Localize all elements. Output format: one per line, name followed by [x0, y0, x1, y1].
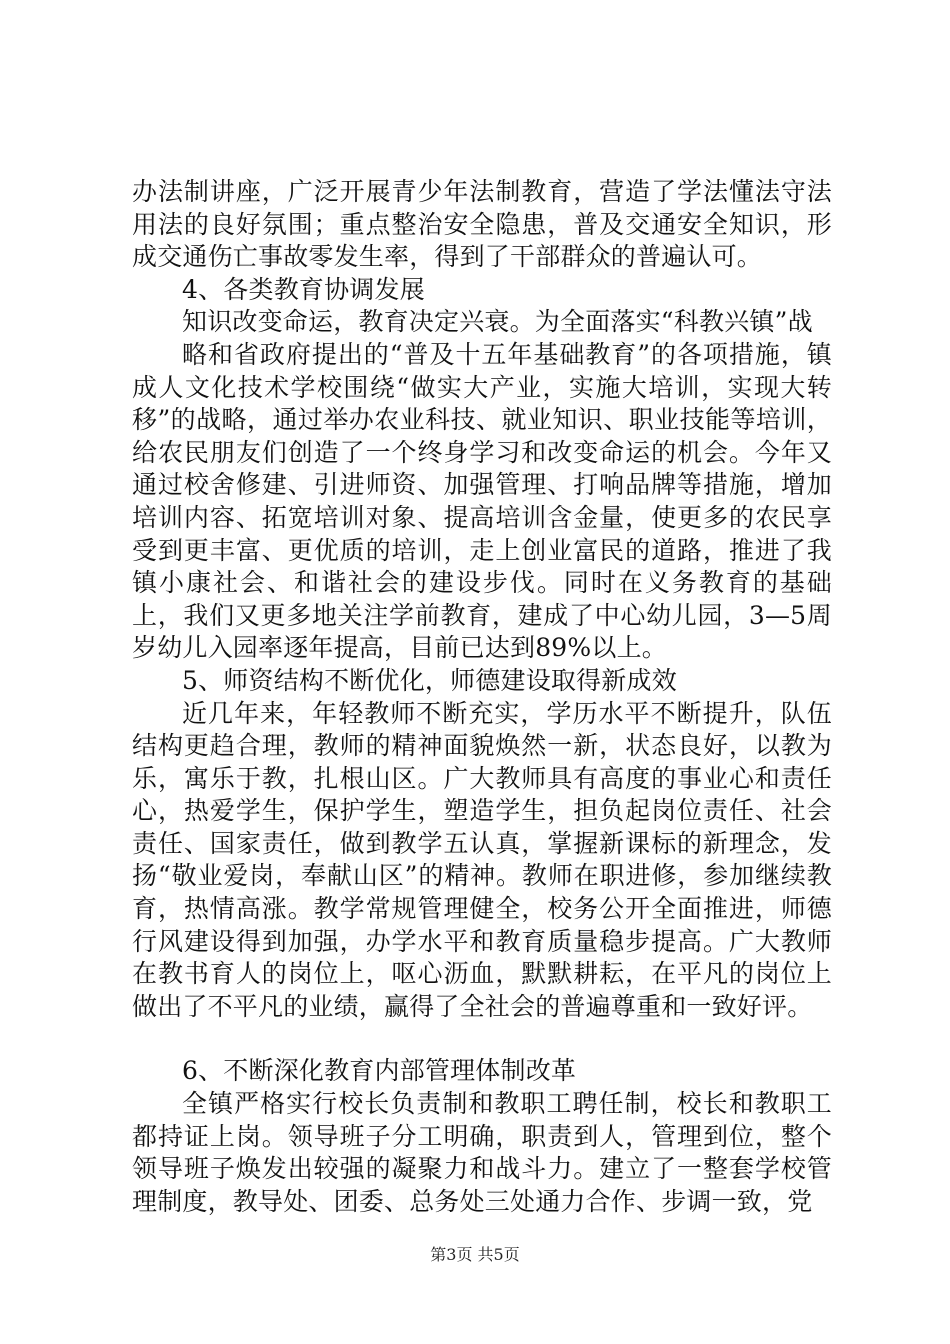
paragraph-3: 略和省政府提出的“普及十五年基础教育”的各项措施，镇成人文化技术学校围绕“做实大产业，实施大培训，实现大转移”的战略，通过举办农业科技、就业知识、职业技能等培训，给农民朋友们创造了一个终身学习和改变命运的机会。今年又通过校舍修建、引进师资、加强管理、打响品牌等措施，增加培训内容、拓宽培训对象、提高培训含金量，使更多的农民享受到更丰富、更优质的培训，走上创业富民的道路，推进了我镇小康社会、和谐社会的建设步伐。同时在义务教育的基础上，我们又更多地关注学前教育，建成了中心幼儿园，3—5周岁幼儿入园率逐年提高，目前已达到89%以上。: [132, 339, 832, 663]
paragraph-2: 知识改变命运，教育决定兴衰。为全面落实“科教兴镇”战: [182, 307, 813, 337]
paragraph-5: 全镇严格实行校长负责制和教职工聘任制，校长和教职工都持证上岗。领导班子分工明确，职责到人，管理到位，整个领导班子焕发出较强的凝聚力和战斗力。建立了一整套学校管理制度，教导处、团委、总务处三处通力合作、步调一致，党: [132, 1089, 832, 1216]
page-number-footer: 第3页 共5页: [430, 1245, 520, 1264]
paragraph-1: 办法制讲座，广泛开展青少年法制教育，营造了学法懂法守法用法的良好氛围；重点整治安全隐患，普及交通安全知识，形成交通伤亡事故零发生率，得到了干部群众的普遍认可。: [132, 177, 832, 272]
heading-section-5: 5、师资结构不断优化，师德建设取得新成效: [182, 665, 677, 695]
heading-section-4: 4、各类教育协调发展: [182, 274, 425, 304]
paragraph-4: 近几年来，年轻教师不断充实，学历水平不断提升，队伍结构更趋合理，教师的精神面貌焕然一新，状态良好，以教为乐，寓乐于教，扎根山区。广大教师具有高度的事业心和责任心，热爱学生，保护学生，塑造学生，担负起岗位责任、社会责任、国家责任，做到教学五认真，掌握新课标的新理念，发扬“敬业爱岗，奉献山区”的精神。教师在职进修，参加继续教育，热情高涨。教学常规管理健全，校务公开全面推进，师德行风建设得到加强，办学水平和教育质量稳步提高。广大教师在教书育人的岗位上，呕心沥血，默默耕耘，在平凡的岗位上做出了不平凡的业绩，赢得了全社会的普遍尊重和一致好评。: [132, 698, 832, 1021]
document-body: [132, 176, 832, 1218]
heading-section-6: 6、不断深化教育内部管理体制改革: [182, 1056, 577, 1086]
